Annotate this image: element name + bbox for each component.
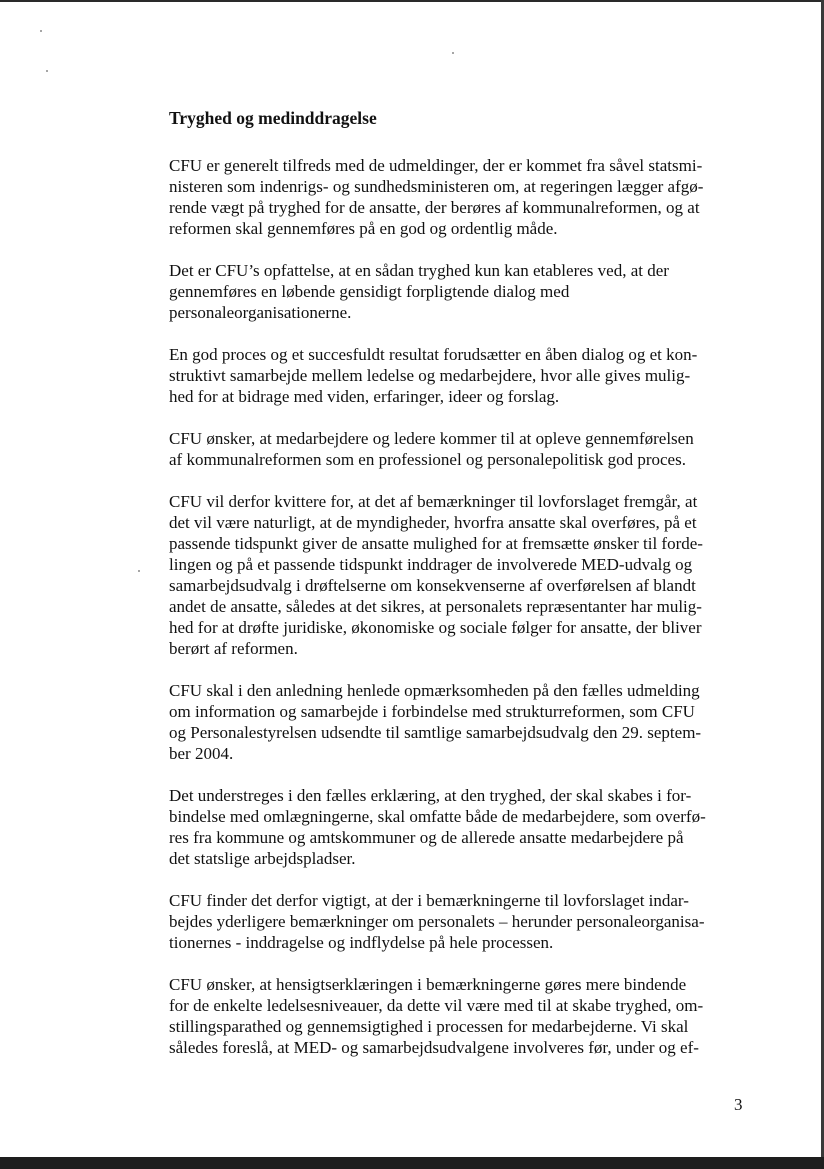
paragraph-line: hed for at drøfte juridiske, økonomiske og sociale følger for ansatte, der bliver bbox=[169, 618, 702, 637]
paragraph-line: hed for at bidrage med viden, erfaringer, ideer og forslag. bbox=[169, 387, 560, 406]
paragraph-line: gennemføres en løbende gensidigt forpligtende dialog med bbox=[169, 282, 570, 301]
paragraph-line: personaleorganisationerne. bbox=[169, 303, 352, 322]
paragraph-list bbox=[169, 155, 743, 1058]
paragraph-line: res fra kommune og amtskommuner og de allerede ansatte medarbejdere på bbox=[169, 828, 684, 847]
paragraph-line: rende vægt på tryghed for de ansatte, der berøres af kommunalreformen, og at bbox=[169, 198, 700, 217]
scan-speck bbox=[138, 570, 140, 572]
paragraph-line: andet de ansatte, således at det sikres, at personalets repræsentanter har mulig- bbox=[169, 597, 702, 616]
paragraph-line: passende tidspunkt giver de ansatte mulighed for at fremsætte ønsker til forde- bbox=[169, 534, 703, 553]
scan-speck bbox=[40, 30, 42, 32]
paragraph-line: det vil være naturligt, at de myndigheder, hvorfra ansatte skal overføres, på et bbox=[169, 513, 697, 532]
paragraph-line: om information og samarbejde i forbindelse med strukturreformen, som CFU bbox=[169, 702, 695, 721]
paragraph-line: nisteren som indenrigs- og sundhedsministeren om, at regeringen lægger afgø- bbox=[169, 177, 704, 196]
scan-edge-top bbox=[0, 0, 824, 2]
paragraph bbox=[169, 428, 743, 470]
paragraph-line: og Personalestyrelsen udsendte til samtlige samarbejdsudvalg den 29. septem- bbox=[169, 723, 702, 742]
paragraph bbox=[169, 344, 743, 407]
paragraph-line: CFU finder det derfor vigtigt, at der i bemærkningerne til lovforslaget indar- bbox=[169, 891, 689, 910]
paragraph-line: af kommunalreformen som en professionel og personalepolitisk god proces. bbox=[169, 450, 686, 469]
paragraph-line: CFU ønsker, at medarbejdere og ledere kommer til at opleve gennemførelsen bbox=[169, 429, 694, 448]
paragraph-line: Det er CFU’s opfattelse, at en sådan tryghed kun kan etableres ved, at der bbox=[169, 261, 669, 280]
paragraph bbox=[169, 155, 743, 239]
paragraph bbox=[169, 974, 743, 1058]
paragraph-line: samarbejdsudvalg i drøftelserne om konsekvenserne af overførelsen af blandt bbox=[169, 576, 696, 595]
paragraph bbox=[169, 680, 743, 764]
scan-edge-bottom bbox=[0, 1157, 824, 1169]
paragraph bbox=[169, 890, 743, 953]
paragraph bbox=[169, 260, 743, 323]
paragraph-line: ber 2004. bbox=[169, 744, 234, 763]
paragraph-line: tionernes - inddragelse og indflydelse på hele processen. bbox=[169, 933, 554, 952]
paragraph-line: således foreslå, at MED- og samarbejdsudvalgene involveres før, under og ef- bbox=[169, 1038, 699, 1057]
paragraph-line: CFU vil derfor kvittere for, at det af bemærkninger til lovforslaget fremgår, at bbox=[169, 492, 698, 511]
paragraph-line: Det understreges i den fælles erklæring, at den tryghed, der skal skabes i for- bbox=[169, 786, 692, 805]
paragraph-line: det statslige arbejdspladser. bbox=[169, 849, 356, 868]
paragraph-line: stillingsparathed og gennemsigtighed i processen for medarbejderne. Vi skal bbox=[169, 1017, 689, 1036]
scan-speck bbox=[46, 70, 48, 72]
section-heading: Tryghed og medinddragelse bbox=[169, 108, 377, 128]
scan-speck bbox=[452, 52, 454, 54]
paragraph bbox=[169, 785, 743, 869]
paragraph-line: CFU er generelt tilfreds med de udmeldinger, der er kommet fra såvel statsmi- bbox=[169, 156, 703, 175]
paragraph-line: bejdes yderligere bemærkninger om personalets – herunder personaleorganisa- bbox=[169, 912, 705, 931]
paragraph-line: CFU ønsker, at hensigtserklæringen i bemærkningerne gøres mere bindende bbox=[169, 975, 687, 994]
paragraph bbox=[169, 491, 743, 659]
paragraph-line: berørt af reformen. bbox=[169, 639, 298, 658]
paragraph-line: for de enkelte ledelsesniveauer, da dette vil være med til at skabe tryghed, om- bbox=[169, 996, 704, 1015]
page-number: 3 bbox=[734, 1095, 743, 1114]
paragraph-line: En god proces og et succesfuldt resultat forudsætter en åben dialog og et kon- bbox=[169, 345, 698, 364]
paragraph-line: bindelse med omlægningerne, skal omfatte både de medarbejdere, som overfø- bbox=[169, 807, 706, 826]
paragraph-line: lingen og på et passende tidspunkt inddrager de involverede MED-udvalg og bbox=[169, 555, 693, 574]
paragraph-line: CFU skal i den anledning henlede opmærksomheden på den fælles udmelding bbox=[169, 681, 700, 700]
paragraph-line: reformen skal gennemføres på en god og ordentlig måde. bbox=[169, 219, 558, 238]
paragraph-line: struktivt samarbejde mellem ledelse og medarbejdere, hvor alle gives mulig- bbox=[169, 366, 691, 385]
document-body bbox=[169, 108, 743, 1079]
